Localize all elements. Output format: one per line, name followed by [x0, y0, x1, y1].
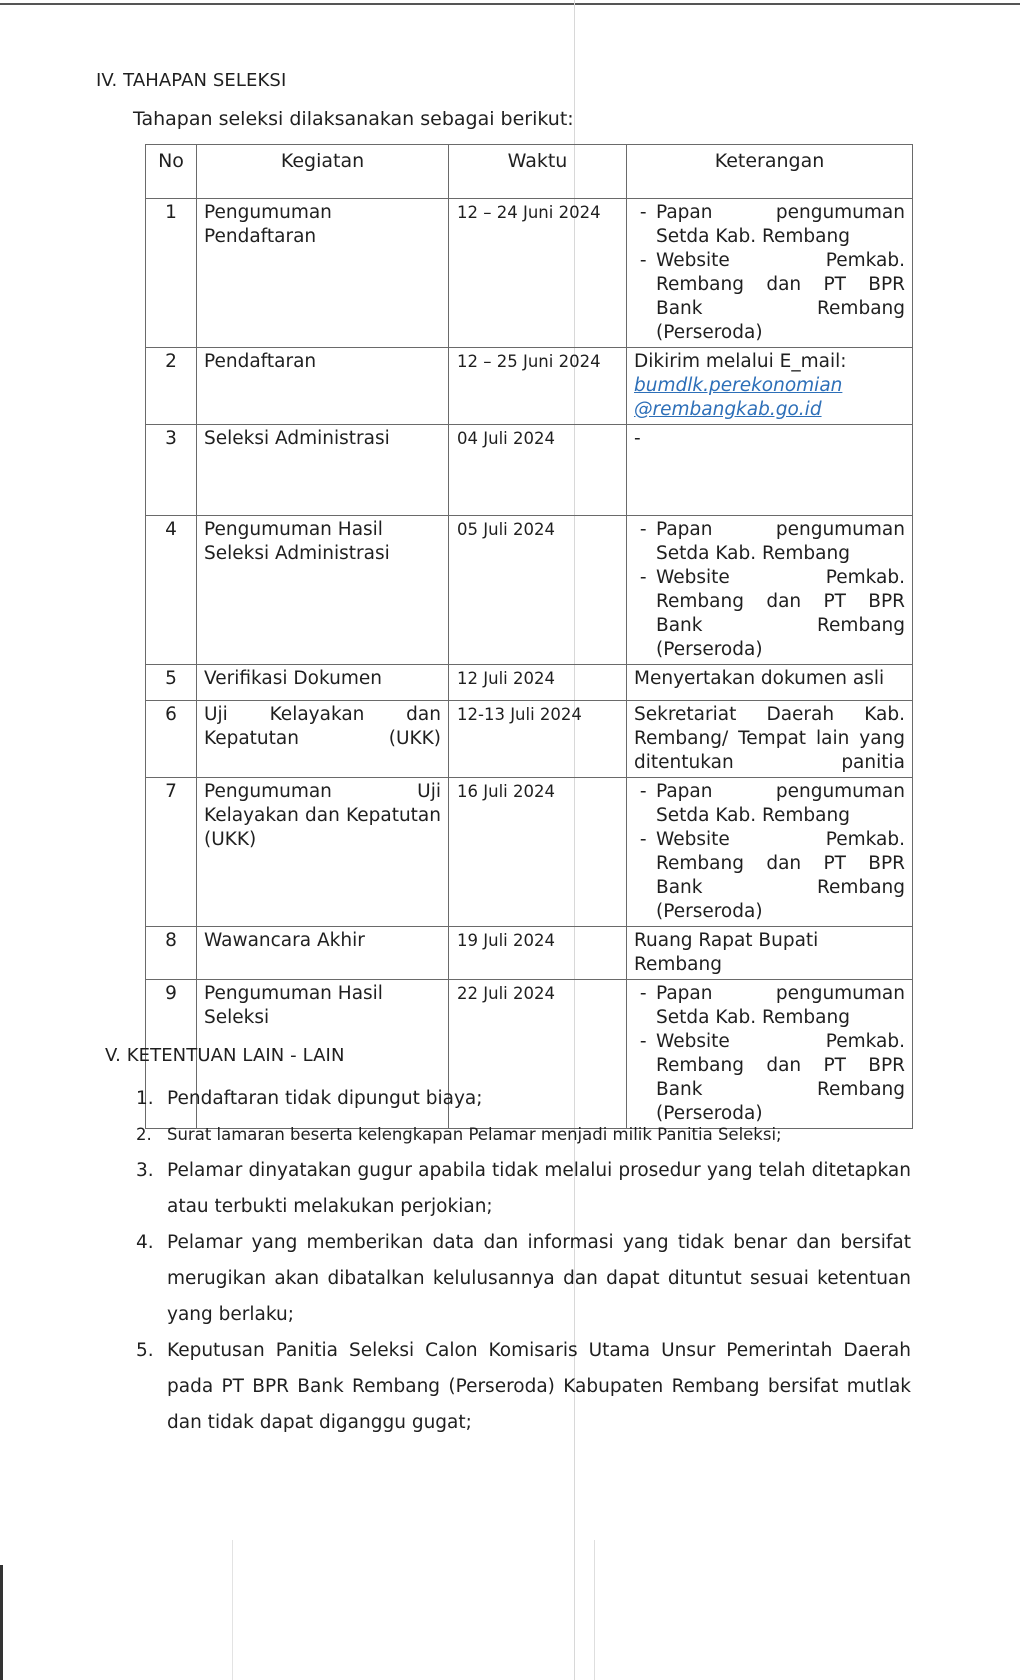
selection-schedule-table: [145, 144, 913, 1129]
cell-kegiatan: Pendaftaran: [197, 348, 449, 425]
table-row: [146, 927, 913, 980]
list-item: - Papan pengumuman Setda Kab. Rembang: [634, 983, 905, 1028]
header-waktu: Waktu: [449, 145, 627, 199]
cell-waktu: 16 Juli 2024: [449, 778, 627, 927]
cell-no: 1: [146, 199, 197, 348]
list-item: - Papan pengumuman Setda Kab. Rembang: [634, 202, 905, 247]
table-row: [146, 199, 913, 348]
list-item: - Website Pemkab. Rembang dan PT BPR Bank Rembang (Perseroda): [634, 250, 905, 343]
cell-keterangan: Menyertakan dokumen asli: [627, 665, 913, 701]
list-number: 1.: [136, 1088, 154, 1109]
cell-no: 6: [146, 701, 197, 778]
cell-keterangan: [627, 778, 913, 927]
cell-no: 8: [146, 927, 197, 980]
scan-artifact-line: [594, 1540, 595, 1680]
cell-keterangan: [627, 516, 913, 665]
cell-waktu: 05 Juli 2024: [449, 516, 627, 665]
ketentuan-list: [136, 1081, 911, 1441]
list-text: Surat lamaran beserta kelengkapan Pelamar menjadi milik Panitia Seleksi;: [167, 1125, 782, 1144]
list-item: [136, 1225, 911, 1333]
email-link[interactable]: bumdlk.perekonomian @rembangkab.go.id: [634, 375, 843, 420]
scan-artifact-line: [232, 1540, 233, 1680]
list-item: [136, 1153, 911, 1225]
list-item: [136, 1333, 911, 1441]
cell-no: 2: [146, 348, 197, 425]
cell-keterangan: Ruang Rapat Bupati Rembang: [627, 927, 913, 980]
cell-no: 3: [146, 425, 197, 516]
list-number: 3.: [136, 1160, 154, 1181]
email-label: Dikirim melalui E_mail:: [634, 351, 847, 372]
header-keterangan: Keterangan: [627, 145, 913, 199]
keterangan-list: [634, 201, 905, 345]
cell-kegiatan: Pengumuman Hasil Seleksi: [197, 980, 449, 1129]
cell-waktu: 22 Juli 2024: [449, 980, 627, 1129]
list-item: - Website Pemkab. Rembang dan PT BPR Bank Rembang (Perseroda): [634, 1031, 905, 1124]
list-text: Pelamar dinyatakan gugur apabila tidak melalui prosedur yang telah ditetapkan atau terbukti melakukan perjokian;: [167, 1160, 911, 1217]
table-header-row: [146, 145, 913, 199]
cell-no: 4: [146, 516, 197, 665]
cell-waktu: 12 – 24 Juni 2024: [449, 199, 627, 348]
keterangan-list: [634, 780, 905, 924]
cell-kegiatan: Wawancara Akhir: [197, 927, 449, 980]
header-no: No: [146, 145, 197, 199]
table-row: [146, 516, 913, 665]
keterangan-list: [634, 518, 905, 662]
cell-kegiatan: Pengumuman Hasil Seleksi Administrasi: [197, 516, 449, 665]
cell-no: 7: [146, 778, 197, 927]
section-heading-ketentuan-lain: V. KETENTUAN LAIN - LAIN: [105, 1045, 345, 1066]
cell-waktu: 12-13 Juli 2024: [449, 701, 627, 778]
section-intro: Tahapan seleksi dilaksanakan sebagai berikut:: [133, 108, 574, 130]
list-item: - Papan pengumuman Setda Kab. Rembang: [634, 781, 905, 826]
cell-waktu: 12 – 25 Juni 2024: [449, 348, 627, 425]
cell-no: 9: [146, 980, 197, 1129]
table-row: [146, 665, 913, 701]
list-item: - Papan pengumuman Setda Kab. Rembang: [634, 519, 905, 564]
section-heading-tahapan-seleksi: IV. TAHAPAN SELEKSI: [96, 70, 287, 91]
cell-keterangan: [627, 199, 913, 348]
list-number: 4.: [136, 1232, 154, 1253]
scan-edge-mark: [0, 1565, 3, 1680]
list-text: Pendaftaran tidak dipungut biaya;: [167, 1088, 483, 1109]
cell-kegiatan: Verifikasi Dokumen: [197, 665, 449, 701]
table-row: [146, 425, 913, 516]
table-row: [146, 701, 913, 778]
list-item: - Website Pemkab. Rembang dan PT BPR Bank Rembang (Perseroda): [634, 829, 905, 922]
cell-waktu: 19 Juli 2024: [449, 927, 627, 980]
cell-keterangan: [627, 348, 913, 425]
cell-kegiatan: Pengumuman Pendaftaran: [197, 199, 449, 348]
cell-kegiatan: Seleksi Administrasi: [197, 425, 449, 516]
list-text: Keputusan Panitia Seleksi Calon Komisaris Utama Unsur Pemerintah Daerah pada PT BPR Bank Rembang (Perseroda) Kabupaten Rembang bersifat mutlak dan tidak dapat diganggu gugat;: [167, 1340, 911, 1433]
list-item: [136, 1081, 911, 1117]
list-item: [136, 1117, 911, 1153]
scan-top-border: [0, 3, 1020, 5]
list-number: 5.: [136, 1340, 154, 1361]
table-row: [146, 778, 913, 927]
list-number: 2.: [136, 1125, 152, 1144]
table-row: [146, 348, 913, 425]
cell-keterangan: -: [627, 425, 913, 516]
cell-kegiatan: Pengumuman Uji Kelayakan dan Kepatutan (UKK): [197, 778, 449, 927]
cell-kegiatan: Uji Kelayakan dan Kepatutan (UKK): [197, 701, 449, 778]
cell-waktu: 04 Juli 2024: [449, 425, 627, 516]
header-kegiatan: Kegiatan: [197, 145, 449, 199]
cell-no: 5: [146, 665, 197, 701]
cell-keterangan: Sekretariat Daerah Kab. Rembang/ Tempat lain yang ditentukan panitia: [627, 701, 913, 778]
cell-waktu: 12 Juli 2024: [449, 665, 627, 701]
list-text: Pelamar yang memberikan data dan informasi yang tidak benar dan bersifat merugikan akan dibatalkan kelulusannya dan dapat dituntut sesuai ketentuan yang berlaku;: [167, 1232, 911, 1325]
list-item: - Website Pemkab. Rembang dan PT BPR Bank Rembang (Perseroda): [634, 567, 905, 660]
